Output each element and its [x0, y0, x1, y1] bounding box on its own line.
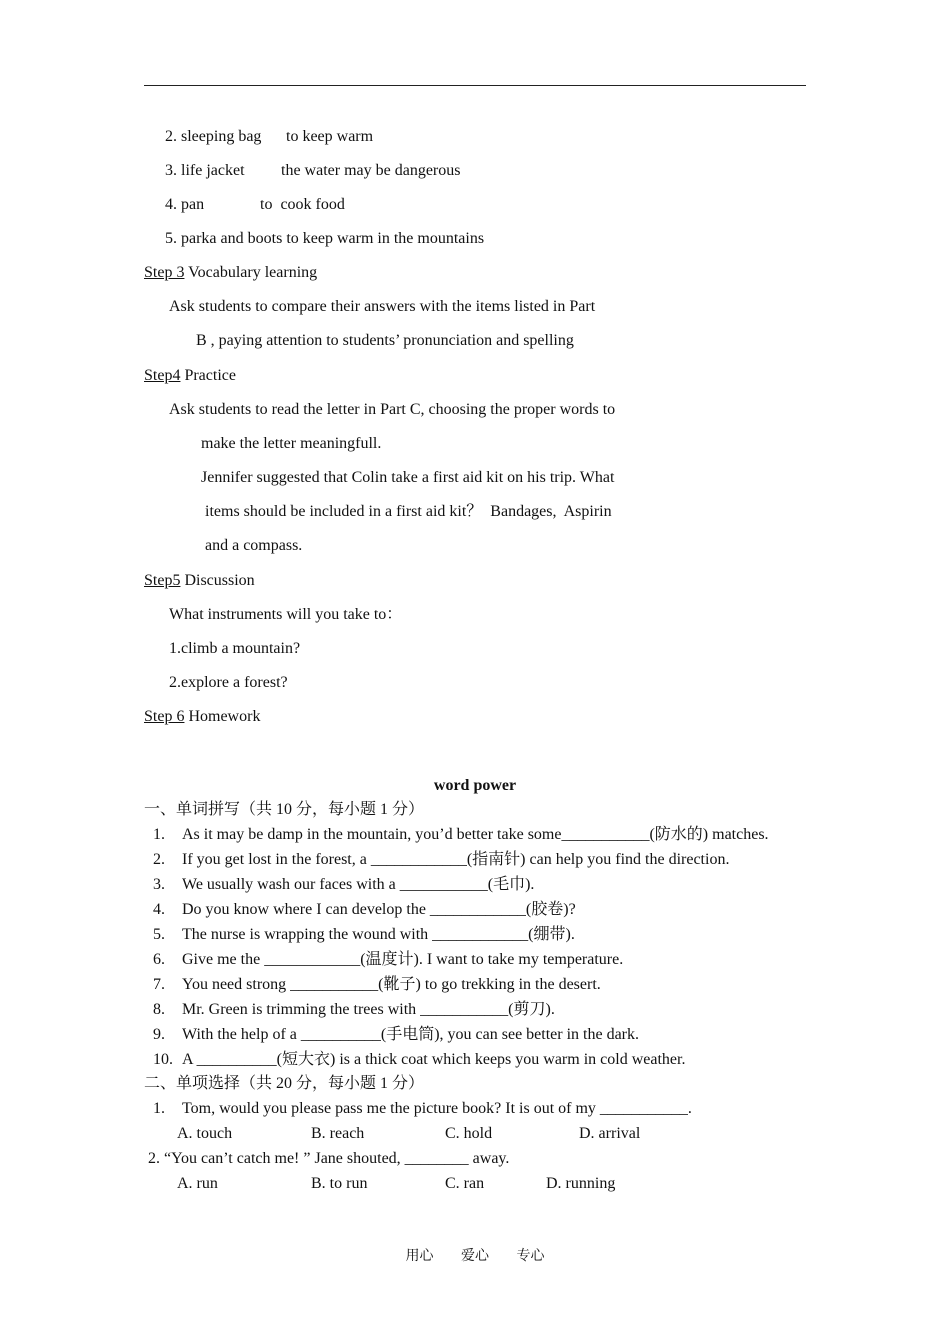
- spelling-item: 5. The nurse is wrapping the wound with ____________(绷带).: [153, 926, 575, 943]
- step4-line3: Jennifer suggested that Colin take a first aid kit on his trip. What: [201, 469, 615, 486]
- footer-text: 专心: [516, 1249, 545, 1264]
- q1-option-d: D. arrival: [579, 1125, 641, 1142]
- section1-heading: 一、单词拼写（共 10 分，每小题 1 分）: [144, 801, 425, 818]
- section2-heading: 二、单项选择（共 20 分，每小题 1 分）: [144, 1075, 425, 1092]
- step4-line5: and a compass.: [205, 537, 303, 554]
- header-rule: [144, 85, 806, 86]
- worksheet-title: word power: [433, 777, 517, 794]
- q1-option-b: B. reach: [311, 1125, 365, 1142]
- spelling-item: 9. With the help of a __________(手电筒), you can see better in the dark.: [153, 1026, 640, 1043]
- step6-heading: Step 6 Homework: [144, 708, 261, 725]
- choice-question-2: 2. “You can’t catch me! ” Jane shouted, ________ away.: [148, 1150, 510, 1167]
- spelling-item: 7. You need strong ___________(靴子) to go trekking in the desert.: [153, 976, 601, 993]
- step5-line2: 1.climb a mountain?: [169, 640, 301, 657]
- step5-heading: Step5 Discussion: [144, 572, 255, 589]
- step3-heading: Step 3 Vocabulary learning: [144, 264, 318, 281]
- spelling-item: 2. If you get lost in the forest, a ____________(指南针) can help you find the direction.: [153, 851, 730, 868]
- step3-line1: Ask students to compare their answers with the items listed in Part: [169, 298, 596, 315]
- step3-line2: B , paying attention to students’ pronunciation and spelling: [196, 332, 574, 349]
- item-pan: 4. pan to cook food: [165, 196, 345, 213]
- spelling-item: 6. Give me the ____________(温度计). I want to take my temperature.: [153, 951, 624, 968]
- footer-text: 爱心: [461, 1249, 489, 1264]
- q2-option-d: D. running: [546, 1175, 616, 1192]
- item-life-jacket: 3. life jacket the water may be dangerous: [165, 162, 461, 179]
- choice-question-1: 1. Tom, would you please pass me the picture book? It is out of my ___________.: [153, 1100, 692, 1117]
- q1-option-c: C. hold: [445, 1125, 493, 1142]
- step4-heading: Step4 Practice: [144, 367, 236, 384]
- item-sleeping-bag: 2. sleeping bag to keep warm: [165, 128, 374, 145]
- step4-line1: Ask students to read the letter in Part C, choosing the proper words to: [169, 401, 616, 418]
- q1-option-a: A. touch: [177, 1125, 233, 1142]
- q2-option-b: B. to run: [311, 1175, 368, 1192]
- spelling-item: 4. Do you know where I can develop the ____________(胶卷)?: [153, 901, 576, 918]
- spelling-item: 8. Mr. Green is trimming the trees with ___________(剪刀).: [153, 1001, 555, 1018]
- step5-line3: 2.explore a forest?: [169, 674, 288, 691]
- spelling-item: 1. As it may be damp in the mountain, you’d better take some___________(防水的) matches.: [153, 826, 769, 843]
- step4-line2: make the letter meaningfull.: [201, 435, 382, 452]
- q2-option-a: A. run: [177, 1175, 218, 1192]
- page-footer: [0, 1248, 950, 1266]
- q2-option-c: C. ran: [445, 1175, 485, 1192]
- step4-line4: items should be included in a first aid kit？ Bandages, Aspirin: [205, 503, 612, 520]
- step5-line1: What instruments will you take to：: [169, 606, 403, 623]
- item-parka: 5. parka and boots to keep warm in the mountains: [165, 230, 485, 247]
- footer-text: 用心: [405, 1249, 434, 1264]
- spelling-item: 3. We usually wash our faces with a ___________(毛巾).: [153, 876, 535, 893]
- spelling-item: 10. A __________(短大衣) is a thick coat which keeps you warm in cold weather.: [153, 1051, 686, 1068]
